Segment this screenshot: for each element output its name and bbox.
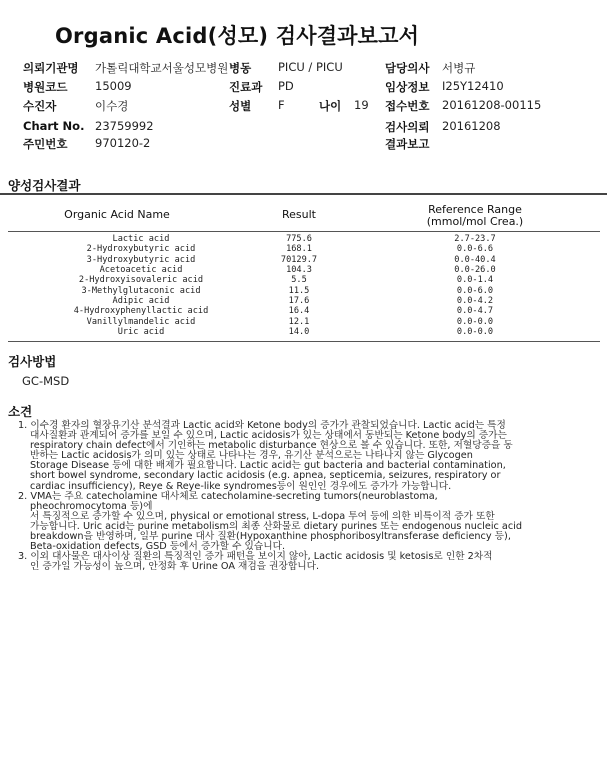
comment-line: 3. 이외 대사물은 대사이상 질환의 특징적인 증가 패턴을 보이지 않아, Lactic acidosis 및 ketosis로 인한 2차적 [18, 551, 493, 563]
dept-value: PD [278, 79, 294, 93]
comment-line: pheochromocytoma 등)에 [30, 500, 153, 512]
comment-line: Beta-oxidation defects, GSD 등에서 증가할 수 있습니다. [30, 541, 286, 553]
comment-section-title: 소견 [8, 404, 33, 419]
result-cell: 16.4 [288, 306, 310, 317]
comment-line: 반하는 Lactic acidosis가 의미 있는 상태로 나타나는 경우, 유기산 분석으로는 나타나지 않는 Glycogen [30, 450, 473, 462]
age-label: 나이 [319, 99, 342, 113]
sex-label: 성별 [229, 99, 252, 113]
comment-paragraph-2 [18, 492, 603, 553]
acid-name-cell: Uric acid [117, 327, 165, 338]
age-value: 19 [354, 98, 369, 112]
table-row [0, 234, 607, 244]
comment-paragraph-3 [18, 552, 603, 572]
hospital-value: 가톨릭대학교서울성모병원 [95, 61, 229, 75]
acid-name-cell: 3-Hydroxybutyric acid [86, 254, 196, 265]
acid-name-cell: 3-Methylglutaconic acid [81, 285, 201, 296]
comment-line: 인 증가일 가능성이 높으며, 안정화 후 Urine OA 재검을 권장합니다. [30, 561, 320, 573]
table-row [0, 244, 607, 254]
reference-range-cell: 0.0-1.4 [456, 275, 494, 286]
result-cell: 14.0 [288, 327, 310, 338]
table-row [0, 286, 607, 296]
method-section-title: 검사방법 [8, 354, 57, 369]
ward-value: PICU / PICU [278, 60, 343, 74]
reference-header-line1: Reference Range [428, 203, 522, 216]
acid-name-cell: Acetoacetic acid [99, 265, 183, 276]
comment-line: breakdown을 반영하며, 일부 purine 대사 질환(Hypoxanthine phosphoribosyltransferase deficiency 등), [30, 531, 511, 543]
col-header-reference [415, 204, 535, 228]
request-label: 검사의뢰 [385, 120, 430, 134]
table-row [0, 306, 607, 316]
table-row [0, 317, 607, 327]
reference-range-cell: 0.0-0.0 [456, 327, 494, 338]
reference-range-cell: 0.0-6.6 [456, 244, 494, 255]
comment-line: short bowel syndrome, secondary lactic acidosis (e.g. apnea, septicemia, seizures, respiratory or [30, 470, 501, 482]
comment-line: cardiac insufficiency), Reye & Reye-like syndromes등이 원인인 경우에도 증가가 가능합니다. [30, 480, 452, 492]
hospital-label: 의뢰기관명 [23, 61, 79, 75]
id-label: 주민번호 [23, 137, 68, 151]
report-title: Organic Acid(성모) 검사결과보고서 [55, 24, 420, 48]
code-label: 병원코드 [23, 80, 68, 94]
reference-range-cell: 0.0-4.2 [456, 296, 494, 307]
result-cell: 17.6 [288, 296, 310, 307]
ward-label: 병동 [229, 61, 252, 75]
receipt-label: 접수번호 [385, 99, 430, 113]
chart-label: Chart No. [23, 119, 85, 133]
reference-range-cell: 0.0-26.0 [454, 265, 496, 276]
comment-line: 대사질환과 관계되어 증가를 보일 수 있으며, Lactic acidosis가 있는 상태에서 동반되는 Ketone body의 증가는 [30, 430, 507, 442]
report-date-label: 결과보고 [385, 137, 430, 151]
reference-range-cell: 0.0-40.4 [454, 254, 496, 265]
acid-name-cell: 4-Hydroxyphenyllactic acid [73, 306, 209, 317]
code-value: 15009 [95, 79, 132, 93]
table-row [0, 275, 607, 285]
section-divider [0, 193, 607, 195]
table-row [0, 327, 607, 337]
submitter-value: 이수경 [95, 99, 129, 113]
chart-value: 23759992 [95, 119, 154, 133]
table-row [0, 296, 607, 306]
request-value: 20161208 [442, 119, 501, 133]
acid-name-cell: Adipic acid [112, 296, 170, 307]
col-header-result: Result [282, 208, 316, 221]
comment-line: 2. VMA는 주요 catecholamine 대사체로 catecholamine-secreting tumors(neuroblastoma, [18, 490, 438, 502]
doctor-value: 서병규 [442, 61, 476, 75]
comment-line: 서 특징적으로 증가할 수 있으며, physical or emotional stress, L-dopa 투여 등에 의한 비특이적 증가 또한 [30, 510, 495, 522]
acid-name-cell: Vanillylmandelic acid [86, 316, 196, 327]
receipt-value: 20161208-00115 [442, 98, 542, 112]
doctor-label: 담당의사 [385, 61, 430, 75]
result-cell: 70129.7 [280, 254, 318, 265]
table-row [0, 265, 607, 275]
sex-value: F [278, 98, 285, 112]
clinical-value: I25Y12410 [442, 79, 504, 93]
result-cell: 775.6 [286, 234, 312, 244]
result-cell: 168.1 [286, 244, 312, 255]
result-cell: 104.3 [286, 265, 312, 276]
result-cell: 11.5 [288, 285, 310, 296]
acid-name-cell: 2-Hydroxyisovaleric acid [78, 275, 204, 286]
comment-paragraph-1 [18, 421, 603, 492]
reference-header-line2: (mmol/mol Crea.) [426, 215, 524, 228]
positive-section-title: 양성검사결과 [8, 178, 81, 193]
reference-range-cell: 2.7-23.7 [454, 234, 496, 244]
comment-line: Storage Disease 등에 대한 배제가 필요합니다. Lactic acid는 gut bacteria and bacterial contamination, [30, 460, 506, 472]
acid-name-cell: 2-Hydroxybutyric acid [86, 244, 196, 255]
table-header-divider [8, 231, 600, 232]
result-cell: 5.5 [291, 275, 307, 286]
submitter-label: 수진자 [23, 99, 57, 113]
table-row [0, 255, 607, 265]
table-bottom-divider [8, 341, 600, 342]
clinical-label: 임상정보 [385, 80, 430, 94]
result-cell: 12.1 [288, 316, 310, 327]
comment-line: 1. 이수경 환자의 혈장유기산 분석결과 Lactic acid와 Ketone body의 증가가 관찰되었습니다. Lactic acid는 특정 [18, 420, 506, 431]
comment-line: 가능합니다. Uric acid는 purine metabolism의 최종 산화물로 dietary purines 또는 endogenous nucleic acid [30, 520, 523, 532]
comment-line: respiratory chain defect에서 기인하는 metabolic disturbance 현상으로 볼 수 있습니다. 또한, 저혈당증을 동 [30, 440, 513, 452]
reference-range-cell: 0.0-6.0 [456, 285, 494, 296]
method-value: GC-MSD [22, 374, 70, 388]
acid-name-cell: Lactic acid [112, 234, 170, 244]
id-value: 970120-2 [95, 136, 151, 150]
reference-range-cell: 0.0-4.7 [456, 306, 494, 317]
reference-range-cell: 0.0-0.0 [456, 316, 494, 327]
comment-body [18, 421, 603, 572]
dept-label: 진료과 [229, 80, 263, 94]
col-header-name: Organic Acid Name [64, 208, 170, 221]
